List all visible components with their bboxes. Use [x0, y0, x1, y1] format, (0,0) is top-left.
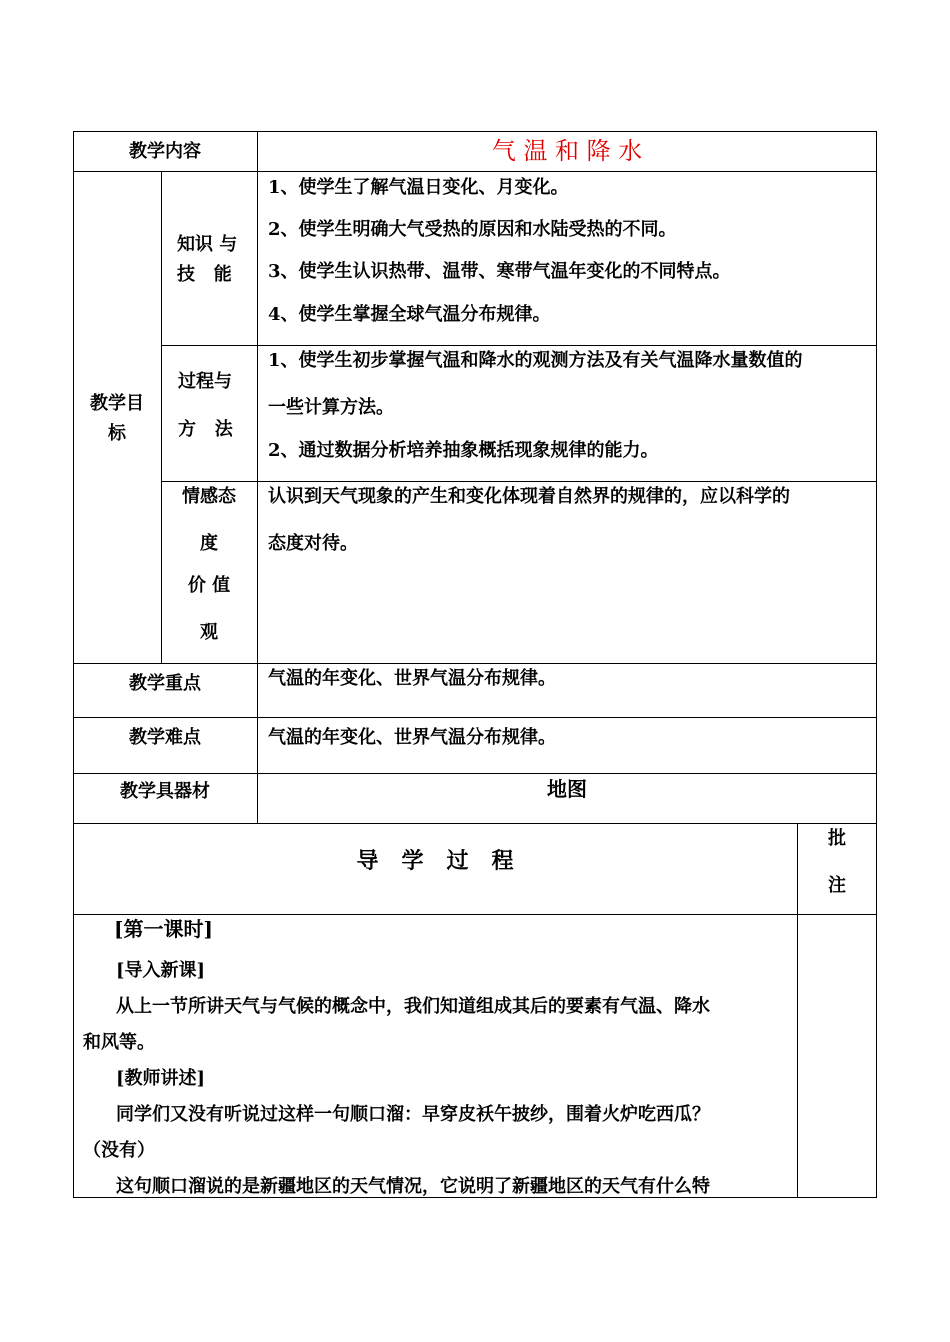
knowledge-item: 2、使学生明确大气受热的原因和水陆受热的不同。 [268, 219, 677, 240]
materials-label: 教学具器材 [120, 781, 210, 802]
key-points-label: 教学重点 [129, 673, 201, 694]
objectives-label-line2: 标 [108, 423, 126, 444]
lesson-title: 气 温 和 降 水 [491, 137, 643, 165]
row-divider [73, 663, 877, 664]
row-divider [73, 773, 877, 774]
row-divider [73, 171, 877, 172]
emotion-label-line1: 情感态 [182, 486, 236, 507]
knowledge-label-line1: 知识 与 [177, 234, 238, 255]
table-border-right [876, 131, 877, 1198]
row-divider [73, 823, 877, 824]
process-item: 2、通过数据分析培养抽象概括现象规律的能力。 [268, 440, 659, 461]
guide-title: 导 学 过 程 [356, 848, 514, 874]
knowledge-label-line2: 技 能 [177, 264, 232, 285]
knowledge-item: 3、使学生认识热带、温带、寒带气温年变化的不同特点。 [268, 261, 731, 282]
teacher-heading: [教师讲述] [116, 1068, 206, 1089]
intro-text: 和风等。 [83, 1032, 155, 1053]
row-divider [73, 717, 877, 718]
row-divider [161, 481, 877, 482]
intro-text: 从上一节所讲天气与气候的概念中，我们知道组成其后的要素有气温、降水 [116, 996, 710, 1017]
teacher-text: 同学们又没有听说过这样一句顺口溜：早穿皮袄午披纱，围着火炉吃西瓜？ [116, 1104, 710, 1125]
teacher-text: 这句顺口溜说的是新疆地区的天气情况，它说明了新疆地区的天气有什么特 [116, 1176, 710, 1197]
process-label-line1: 过程与 [178, 371, 232, 392]
intro-heading: [导入新课] [116, 960, 206, 981]
emotion-label-line4: 观 [200, 622, 218, 643]
table-border-top [73, 131, 877, 132]
difficulties-label: 教学难点 [129, 727, 201, 748]
knowledge-item: 4、使学生掌握全球气温分布规律。 [268, 304, 551, 325]
materials-value: 地图 [547, 777, 587, 801]
teacher-text: （没有） [83, 1140, 155, 1161]
row-divider [73, 914, 877, 915]
table-border-left [73, 131, 74, 1198]
objectives-label-line1: 教学目 [90, 393, 144, 414]
key-points-value: 气温的年变化、世界气温分布规律。 [268, 668, 556, 689]
content-label: 教学内容 [129, 141, 201, 162]
emotion-label-line3: 价 值 [187, 575, 231, 596]
emotion-item: 态度对待。 [268, 533, 358, 554]
note-label-line2: 注 [828, 875, 846, 896]
emotion-label-line2: 度 [200, 533, 218, 554]
difficulties-value: 气温的年变化、世界气温分布规律。 [268, 727, 556, 748]
process-label-line2: 方 法 [178, 419, 233, 440]
emotion-item: 认识到天气现象的产生和变化体现着自然界的规律的，应以科学的 [268, 486, 790, 507]
row-divider [161, 345, 877, 346]
process-item: 一些计算方法。 [268, 397, 394, 418]
knowledge-item: 1、使学生了解气温日变化、月变化。 [268, 177, 569, 198]
period-heading: [第一课时] [114, 917, 213, 941]
note-label-line1: 批 [828, 828, 846, 849]
process-item: 1、使学生初步掌握气温和降水的观测方法及有关气温降水量数值的 [268, 350, 803, 371]
col-divider [257, 131, 258, 823]
